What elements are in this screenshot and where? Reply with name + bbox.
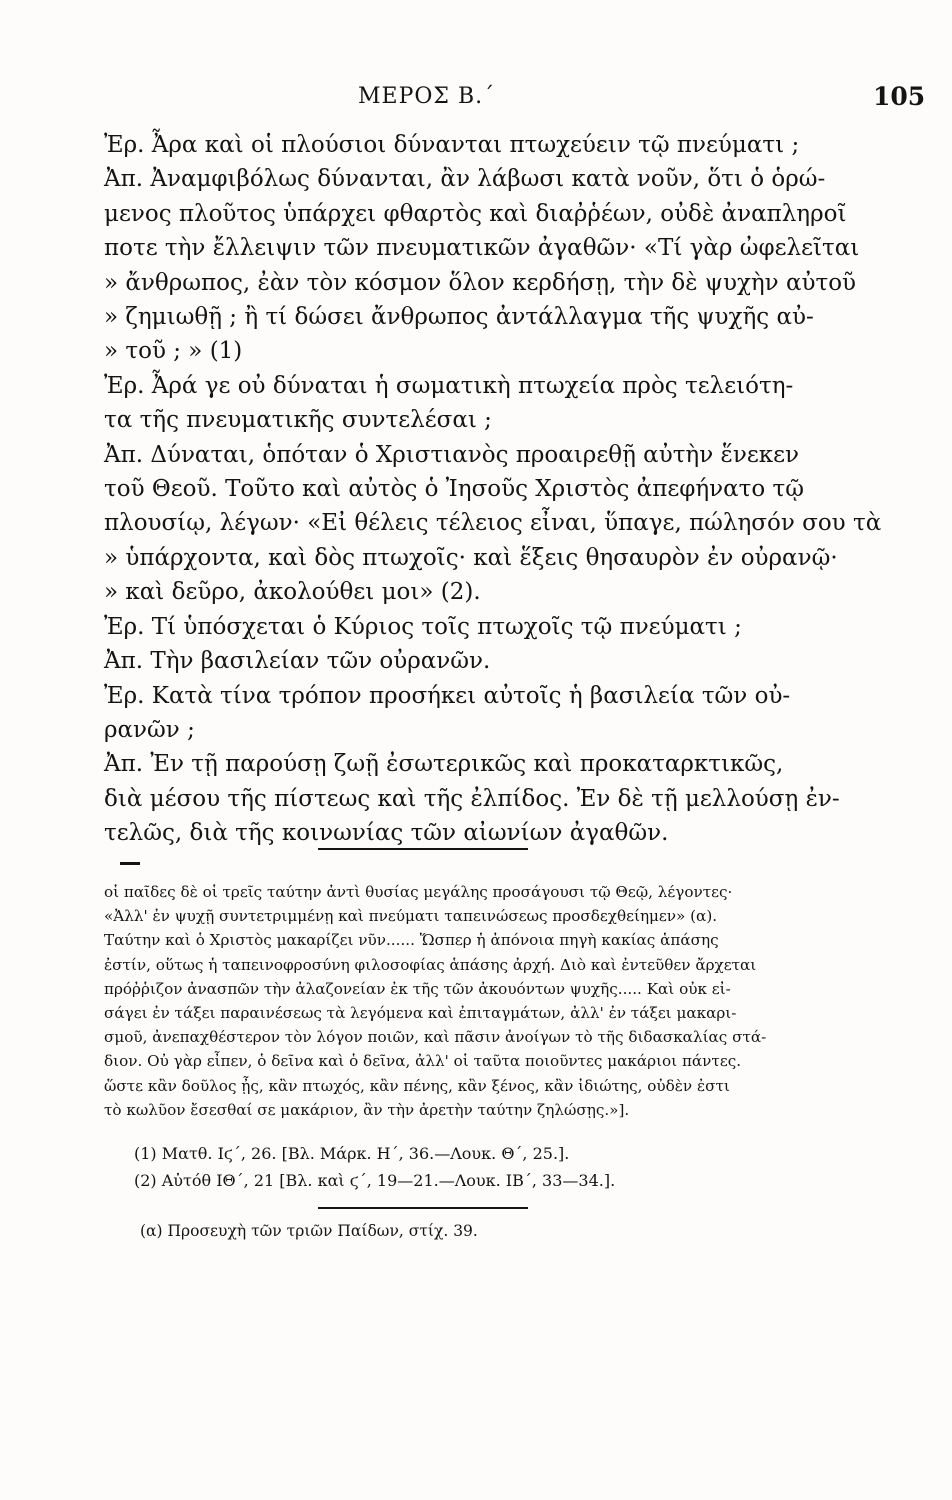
text-line: πλουσίῳ, λέγων· «Εἰ θέλεις τέλειος εἶναι, ὕπαγε, πώλησόν σου τὰ	[104, 510, 882, 537]
reference-1: (1) Ματθ. Ιϛ΄, 26. [Βλ. Μάρκ. Η΄, 36.—Λουκ. Θ΄, 25.].	[134, 1144, 570, 1163]
paragraph-question-1	[104, 128, 800, 162]
text-line: » ὑπάρχοντα, καὶ δὸς πτωχοῖς· καὶ ἕξεις θησαυρὸν ἐν οὐρανῷ·	[104, 544, 838, 571]
text-line: Ἐρ. Ἆρά γε οὐ δύναται ἡ σωματικὴ πτωχεία πρὸς τελειότη-	[104, 372, 794, 399]
paragraph-question-3	[104, 610, 776, 644]
footnote-continuation	[104, 880, 776, 1122]
text-line: Ἀπ. Ἀναμφιβόλως δύνανται, ἂν λάβωσι κατὰ νοῦν, ὅτι ὁ ὁρώ-	[104, 166, 826, 193]
footnote-line: σάγει ἐν τάξει παραινέσεως τὰ λεγόμενα καὶ ἐπιταγμάτων, ἀλλ' ἐν τάξει μακαρι-	[104, 1004, 737, 1023]
sub-footnote: (α) Προσευχὴ τῶν τριῶν Παίδων, στίχ. 39.	[140, 1222, 478, 1240]
footnote-divider	[318, 1207, 528, 1209]
paragraph-question-4	[104, 679, 791, 748]
footnote-line: οἱ παῖδες δὲ οἱ τρεῖς ταύτην ἀντὶ θυσίας μεγάλης προσάγουσι τῷ Θεῷ, λέγοντες·	[104, 883, 733, 901]
footnote-line: ἐστίν, οὕτως ἡ ταπεινοφροσύνη φιλοσοφίας ἁπάσης ἀρχή. Διὸ καὶ ἐντεῦθεν ἄρχεται	[104, 955, 757, 974]
footnote-line: Ταύτην καὶ ὁ Χριστὸς μακαρίζει νῦν...... Ὥσπερ ἡ ἀπόνοια πηγὴ κακίας ἁπάσης	[104, 931, 719, 950]
running-title: ΜΕΡΟΣ Β.΄	[358, 84, 496, 109]
paragraph-answer-3	[104, 644, 776, 678]
text-line: Ἀπ. Δύναται, ὁπόταν ὁ Χριστιανὸς προαιρεθῇ αὐτὴν ἕνεκεν	[104, 441, 800, 468]
page-number: 105	[873, 82, 926, 111]
text-line: » τοῦ ; » (1)	[104, 338, 243, 365]
footnote-line: σμοῦ, ἀνεπαχθέστερον τὸν λόγον ποιῶν, καὶ πᾶσιν ἀνοίγων τὸ τῆς διδασκαλίας στά-	[104, 1028, 767, 1047]
text-line: τα τῆς πνευματικῆς συντελέσαι ;	[104, 407, 492, 434]
paragraph-answer-1	[104, 162, 860, 368]
section-divider	[318, 848, 528, 850]
reference-2: (2) Αὐτόθ ΙΘ΄, 21 [Βλ. καὶ ϛ΄, 19—21.—Λουκ. ΙΒ΄, 33—34.].	[134, 1171, 616, 1190]
text-line: » καὶ δεῦρο, ἀκολούθει μοι» (2).	[104, 579, 481, 606]
text-line: Ἐρ. Κατὰ τίνα τρόπον προσήκει αὐτοῖς ἡ βασιλεία τῶν οὐ-	[104, 682, 791, 709]
footnote-line: ὥστε κἂν δοῦλος ᾖς, κἂν πτωχός, κἂν πένης, κἂν ξένος, κἂν ἰδιώτης, οὐδὲν ἐστι	[104, 1076, 730, 1095]
footnote-line: «Ἀλλ' ἐν ψυχῇ συντετριμμένῃ καὶ πνεύματι ταπεινώσεως προσδεχθείημεν» (α).	[104, 907, 718, 926]
text-line: τελῶς, διὰ τῆς κοινωνίας τῶν αἰωνίων ἀγαθῶν.	[104, 820, 669, 847]
text-line: Ἀπ. Ἐν τῇ παρούσῃ ζωῇ ἐσωτερικῶς καὶ προκαταρκτικῶς,	[104, 751, 784, 778]
page-header	[0, 84, 952, 124]
scripture-references	[134, 1140, 754, 1194]
paragraph-answer-4	[104, 747, 840, 850]
footnote-line: διον. Οὐ γὰρ εἶπεν, ὁ δεῖνα καὶ ὁ δεῖνα, ἀλλ' οἱ ταῦτα ποιοῦντες μακάριοι πάντες.	[104, 1052, 742, 1071]
main-text	[104, 128, 882, 851]
text-line: ρανῶν ;	[104, 716, 195, 743]
text-line: » ἄνθρωπος, ἐὰν τὸν κόσμον ὅλον κερδήσῃ, τὴν δὲ ψυχὴν αὐτοῦ	[104, 269, 857, 296]
text-line: » ζημιωθῇ ; ἢ τί δώσει ἄνθρωπος ἀντάλλαγμα τῆς ψυχῆς αὐ-	[104, 304, 814, 331]
text-line: ποτε τὴν ἔλλειψιν τῶν πνευματικῶν ἀγαθῶν· «Τί γὰρ ὠφελεῖται	[104, 235, 860, 262]
footnote-continuation-mark	[120, 862, 140, 865]
text-line: Ἐρ. Τί ὑπόσχεται ὁ Κύριος τοῖς πτωχοῖς τῷ πνεύματι ;	[104, 613, 742, 640]
paragraph-question-2	[104, 369, 794, 438]
paragraph-answer-2	[104, 438, 882, 610]
footnote-line: πρόῤῥιζον ἀνασπῶν τὴν ἀλαζονείαν ἐκ τῆς τῶν ἀκουόντων ψυχῆς..... Καὶ οὐκ εἰ-	[104, 979, 731, 998]
footnote-line: τὸ κωλῦον ἔσεσθαί σε μακάριον, ἂν τὴν ἀρετὴν ταύτην ζηλώσῃς.»].	[104, 1100, 630, 1119]
text-line: Ἐρ. Ἆρα καὶ οἱ πλούσιοι δύνανται πτωχεύειν τῷ πνεύματι ;	[104, 132, 800, 158]
text-line: τοῦ Θεοῦ. Τοῦτο καὶ αὐτὸς ὁ Ἰησοῦς Χριστὸς ἀπεφήνατο τῷ	[104, 476, 804, 503]
text-line: Ἀπ. Τὴν βασιλείαν τῶν οὐρανῶν.	[104, 648, 491, 675]
text-line: διὰ μέσου τῆς πίστεως καὶ τῆς ἐλπίδος. Ἐν δὲ τῇ μελλούσῃ ἐν-	[104, 785, 840, 812]
text-line: μενος πλοῦτος ὑπάρχει φθαρτὸς καὶ διαῤῥέων, οὐδὲ ἀναπληροῖ	[104, 200, 847, 227]
